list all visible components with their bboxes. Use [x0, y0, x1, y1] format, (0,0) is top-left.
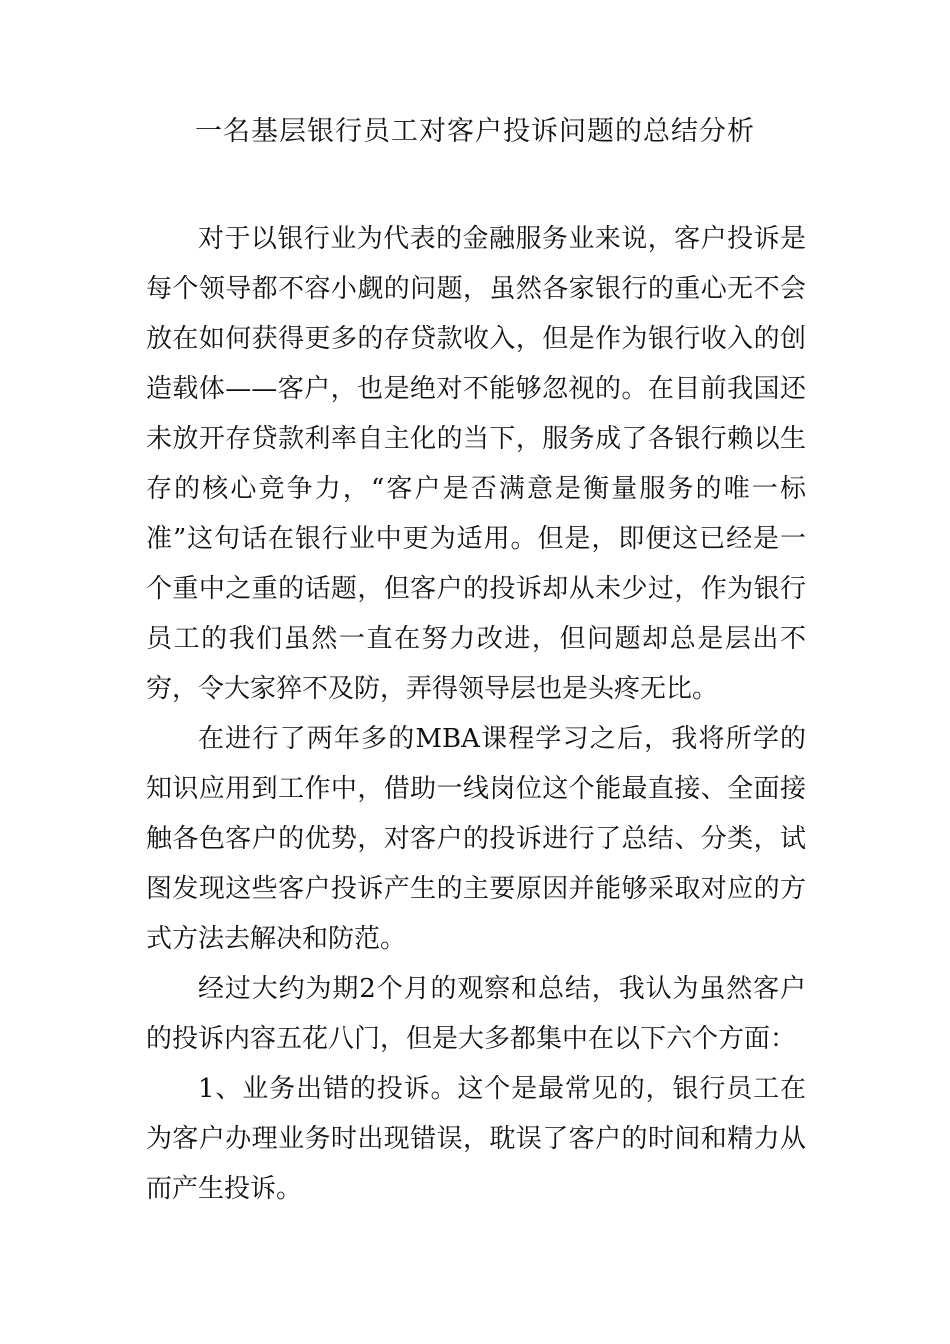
document-title: 一名基层银行员工对客户投诉问题的总结分析: [195, 116, 755, 147]
paragraph-intro: 对于以银行业为代表的金融服务业来说，客户投诉是每个领导都不容小觑的问题，虽然各家银行的重心无不会放在如何获得更多的存贷款收入，但是作为银行收入的创造载体——客户，也是绝对不能够忽视的。在目前我国还未放开存贷款利率自主化的当下，服务成了各银行赖以生存的核心竞争力，“客户是否满意是衡量服务的唯一标准”这句话在银行业中更为适用。但是，即便这已经是一个重中之重的话题，但客户的投诉却从未少过，作为银行员工的我们虽然一直在努力改进，但问题却总是层出不穷，令大家猝不及防，弄得领导层也是头疼无比。: [146, 224, 806, 704]
paragraph-point-1: 1、业务出错的投诉。这个是最常见的，银行员工在为客户办理业务时出现错误，耽误了客户的时间和精力从而产生投诉。: [146, 1074, 806, 1204]
document-body: [146, 214, 806, 1214]
paragraph-observation: 经过大约为期2个月的观察和总结，我认为虽然客户的投诉内容五花八门，但是大多都集中在以下六个方面：: [146, 974, 806, 1054]
paragraph-mba-study: 在进行了两年多的MBA课程学习之后，我将所学的知识应用到工作中，借助一线岗位这个能最直接、全面接触各色客户的优势，对客户的投诉进行了总结、分类，试图发现这些客户投诉产生的主要原因并能够采取对应的方式方法去解决和防范。: [146, 724, 806, 954]
